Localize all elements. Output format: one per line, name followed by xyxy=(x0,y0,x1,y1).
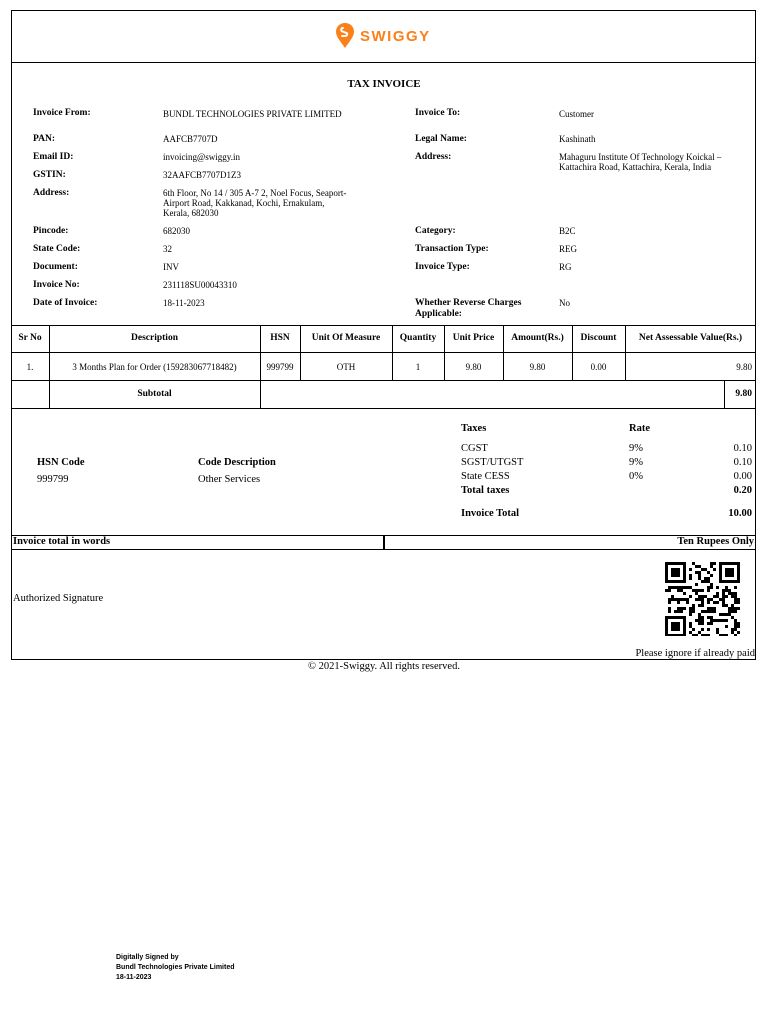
invoice-from-label: Invoice From: xyxy=(33,108,91,118)
tax-rate: 9% xyxy=(629,457,643,468)
pan-label: PAN: xyxy=(33,134,55,144)
invoice-total-value: 10.00 xyxy=(728,508,752,519)
invoice-total-words-value: Ten Rupees Only xyxy=(677,536,754,547)
header-discount: Discount xyxy=(580,333,617,343)
subtotal-value: 9.80 xyxy=(735,389,752,399)
hsn-code-value: 999799 xyxy=(37,474,69,485)
invoice-type-value: RG xyxy=(559,262,572,272)
qr-code xyxy=(665,562,743,639)
tax-rate: 0% xyxy=(629,471,643,482)
row-net-value: 9.80 xyxy=(736,362,752,372)
email-value: invoicing@swiggy.in xyxy=(163,152,240,162)
legal-name-label: Legal Name: xyxy=(415,134,467,144)
row-amount: 9.80 xyxy=(529,362,546,372)
payment-note: Please ignore if already paid xyxy=(635,648,755,659)
header-sr-no: Sr No xyxy=(18,333,42,343)
code-description-label: Code Description xyxy=(198,457,276,468)
transaction-type-value: REG xyxy=(559,244,577,254)
row-quantity: 1 xyxy=(415,362,421,372)
invoice-title: TAX INVOICE xyxy=(347,78,421,90)
state-code-value: 32 xyxy=(163,244,172,254)
qr-code-icon xyxy=(665,562,743,636)
swiggy-logo xyxy=(336,22,431,50)
from-address-line2: Airport Road, Kakkanad, Kochi, Ernakulam, xyxy=(163,198,325,208)
gstin-value: 32AAFCB7707D1Z3 xyxy=(163,170,242,180)
to-address-label: Address: xyxy=(415,152,452,162)
transaction-type-label: Transaction Type: xyxy=(415,244,489,254)
gstin-label: GSTIN: xyxy=(33,170,66,180)
table-row-divider xyxy=(11,380,756,381)
header-net-value: Net Assessable Value(Rs.) xyxy=(638,333,743,343)
row-sr-no: 1. xyxy=(26,362,34,372)
digital-sign-line1: Digitally Signed by xyxy=(116,954,179,961)
header-amount: Amount(Rs.) xyxy=(511,333,564,343)
row-hsn: 999799 xyxy=(266,362,294,372)
reverse-charges-label-2: Applicable: xyxy=(415,309,462,319)
pincode-label: Pincode: xyxy=(33,226,69,236)
to-address-line1: Mahaguru Institute Of Technology Koickal – xyxy=(559,152,722,162)
header-quantity: Quantity xyxy=(399,333,437,343)
row-unit-of-measure: OTH xyxy=(336,362,356,372)
code-description-value: Other Services xyxy=(198,474,261,485)
table-bottom-border xyxy=(11,408,756,409)
document-label: Document: xyxy=(33,262,78,272)
swiggy-pin-icon xyxy=(336,23,354,49)
taxes-label: Taxes xyxy=(461,423,487,434)
header-unit-price: Unit Price xyxy=(452,333,495,343)
total-taxes-label: Total taxes xyxy=(461,485,510,496)
to-address-line2: Kattachira Road, Kattachira, Kerala, India xyxy=(559,162,712,172)
row-discount: 0.00 xyxy=(590,362,607,372)
from-address-label: Address: xyxy=(33,188,70,198)
invoice-from-value: BUNDL TECHNOLOGIES PRIVATE LIMITED xyxy=(163,109,342,119)
tax-rate: 9% xyxy=(629,443,643,454)
header-divider xyxy=(11,62,756,63)
invoice-to-value: Customer xyxy=(559,109,594,119)
invoice-type-label: Invoice Type: xyxy=(415,262,470,272)
tax-amount: 0.10 xyxy=(733,443,752,454)
subtotal-label: Subtotal xyxy=(137,389,172,399)
document-value: INV xyxy=(163,262,179,272)
copyright: © 2021-Swiggy. All rights reserved. xyxy=(308,661,460,672)
row-unit-price: 9.80 xyxy=(465,362,482,372)
digital-sign-line2: Bundl Technologies Private Limited xyxy=(116,964,235,971)
brand-name: SWIGGY xyxy=(360,27,431,45)
email-label: Email ID: xyxy=(33,152,74,162)
legal-name-value: Kashinath xyxy=(559,134,596,144)
category-label: Category: xyxy=(415,226,456,236)
tax-name: CGST xyxy=(461,443,488,454)
header-unit-of-measure: Unit Of Measure xyxy=(311,333,381,343)
from-address-line3: Kerala, 682030 xyxy=(163,208,219,218)
tax-amount: 0.10 xyxy=(733,457,752,468)
tax-amount: 0.00 xyxy=(733,471,752,482)
reverse-charges-value: No xyxy=(559,298,570,308)
table-top-border xyxy=(11,325,756,326)
pan-value: AAFCB7707D xyxy=(163,134,218,144)
invoice-no-value: 231118SU00043310 xyxy=(163,280,237,290)
invoice-total-label: Invoice Total xyxy=(461,508,520,519)
category-value: B2C xyxy=(559,226,576,236)
reverse-charges-label: Whether Reverse Charges xyxy=(415,298,522,308)
total-taxes-value: 0.20 xyxy=(733,485,752,496)
invoice-no-label: Invoice No: xyxy=(33,280,80,290)
pincode-value: 682030 xyxy=(163,226,190,236)
rate-label: Rate xyxy=(629,423,650,434)
authorized-signature: Authorized Signature xyxy=(13,593,104,604)
header-hsn: HSN xyxy=(270,333,290,343)
state-code-label: State Code: xyxy=(33,244,81,254)
digital-sign-line3: 18-11-2023 xyxy=(116,974,152,981)
hsn-code-label: HSN Code xyxy=(37,457,85,468)
from-address-line1: 6th Floor, No 14 / 305 A-7 2, Noel Focus, Seaport- xyxy=(163,188,347,198)
invoice-total-words-label: Invoice total in words xyxy=(13,536,111,547)
header-description: Description xyxy=(131,333,178,343)
invoice-to-label: Invoice To: xyxy=(415,108,461,118)
row-description: 3 Months Plan for Order (159283067718482) xyxy=(72,362,237,372)
tax-name: State CESS xyxy=(461,471,510,482)
invoice-date-label: Date of Invoice: xyxy=(33,298,98,308)
invoice-date-value: 18-11-2023 xyxy=(163,298,205,308)
tax-name: SGST/UTGST xyxy=(461,457,524,468)
table-header-divider xyxy=(11,352,756,353)
